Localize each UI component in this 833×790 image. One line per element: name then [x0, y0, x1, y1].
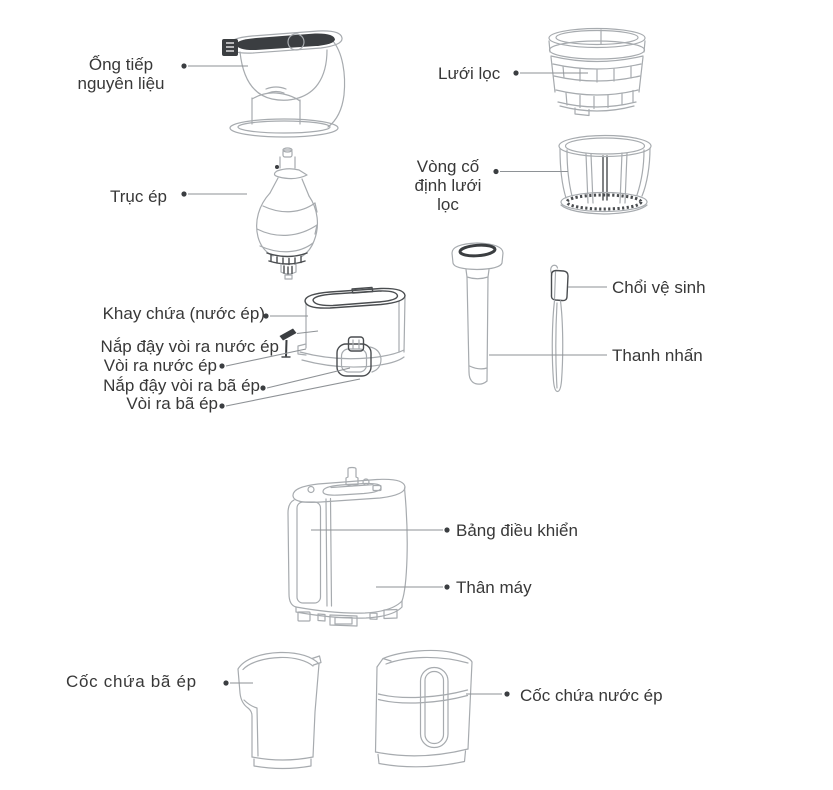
- label-juice-spout: Vòi ra nước ép: [103, 356, 217, 375]
- label-cleaning-brush: Chổi vệ sinh: [612, 278, 706, 297]
- leader-dot: [493, 169, 498, 174]
- label-juice-spout-cap: Nắp đậy vòi ra nước ép: [100, 337, 279, 356]
- leader-dot: [444, 584, 449, 589]
- control-panel-face: [297, 502, 321, 603]
- leader-dot: [444, 527, 449, 532]
- label-filter-fixing-ring-line1: Vòng cố: [416, 157, 480, 176]
- label-juice-container-cup: Cốc chứa nước ép: [520, 686, 663, 705]
- leader-dot: [260, 385, 265, 390]
- juice-spout-cap-shape: [280, 329, 297, 341]
- label-pulp-spout: Vòi ra bã ép: [126, 394, 218, 413]
- machine-body-illustration: [288, 468, 450, 627]
- leader-dot: [219, 403, 224, 408]
- leader-dot: [504, 691, 509, 696]
- feed-chute-illustration: [181, 31, 344, 137]
- label-filter-fixing-ring-line2: định lưới lọc: [414, 176, 482, 214]
- label-feed-chute-line2: nguyên liệu: [77, 74, 165, 93]
- leader-dot: [513, 70, 518, 75]
- leader-dot: [181, 191, 186, 196]
- label-control-panel: Bảng điều khiển: [456, 521, 578, 540]
- label-pulp-spout-cap: Nắp đậy vòi ra bã ép: [103, 376, 260, 395]
- label-feed-chute-line1: Ống tiếp: [88, 55, 154, 74]
- leader-dot: [223, 680, 228, 685]
- filter-fixing-ring-illustration: [493, 136, 651, 215]
- cleaning-brush-illustration: [551, 265, 568, 391]
- pulp-container-cup-illustration: [223, 652, 321, 768]
- leader-line: [267, 368, 350, 388]
- auger-illustration: [181, 148, 317, 279]
- label-feed-chute: [58, 55, 184, 93]
- label-juice-tray: Khay chứa (nước ép): [102, 304, 265, 323]
- label-filter-fixing-ring: [402, 157, 494, 214]
- label-filter: Lưới lọc: [438, 64, 501, 83]
- juice-container-cup-illustration: [376, 651, 510, 767]
- pusher-illustration: [452, 243, 503, 384]
- leader-dot: [219, 363, 224, 368]
- label-auger: Trục ép: [110, 187, 168, 206]
- label-machine-body: Thân máy: [456, 578, 532, 597]
- filter-illustration: [513, 29, 645, 116]
- label-pusher: Thanh nhấn: [612, 346, 703, 365]
- label-pulp-container-cup: Cốc chứa bã ép: [66, 672, 197, 691]
